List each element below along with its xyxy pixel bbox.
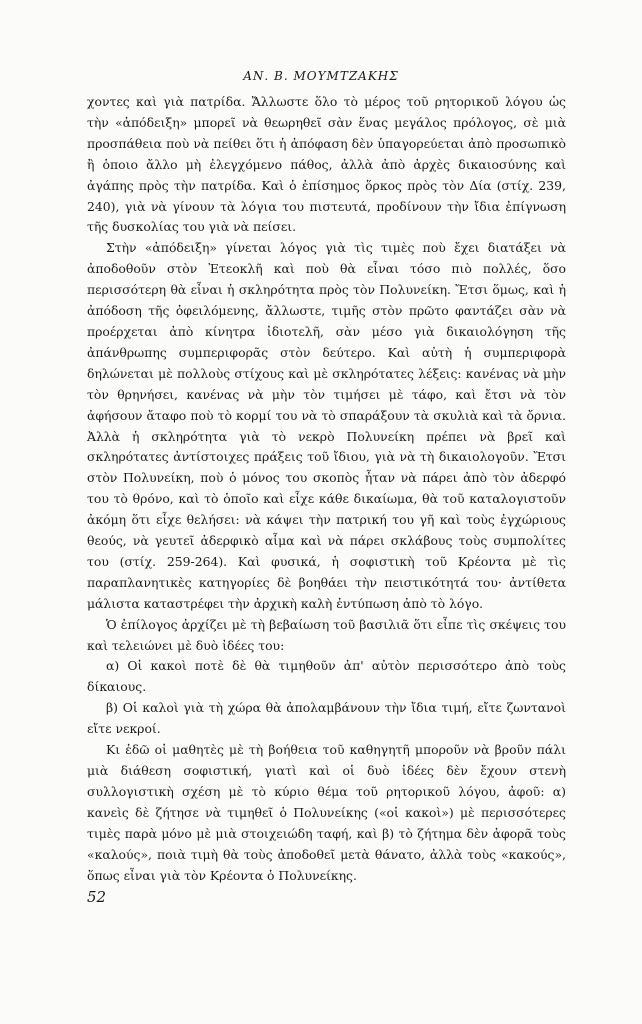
- running-header: ΑΝ. Β. ΜΟΥΜΤΖΑΚΗΣ: [243, 69, 399, 83]
- body-text: [87, 92, 566, 886]
- list-item-a: α) Οἱ κακοὶ ποτὲ δὲ θὰ τιμηθοῦν ἀπ' αὐτὸν περισσότερο ἀπὸ τοὺς δίκαιους.: [87, 658, 566, 695]
- page-number: 52: [87, 888, 107, 906]
- list-item-b: β) Οἱ καλοὶ γιὰ τὴ χώρα θὰ ἀπολαμβάνουν τὴν ἴδια τιμή, εἴτε ζωντανοὶ εἴτε νεκροί.: [87, 700, 566, 737]
- paragraph-apodeixi: Στὴν «ἀπόδειξη» γίνεται λόγος γιὰ τὶς τιμὲς ποὺ ἔχει διατάξει νὰ ἀποδοθοῦν στὸν Ἐτεοκλῆ καὶ ποὺ θὰ εἶναι τόσο πιὸ πολλές, ὅσο περισσότερη θὰ εἶναι ἡ σκληρότητα πρὸς τὸν Πολυνείκη. Ἔτσι ὅμως, καὶ ἡ ἀπόδοση τῆς ὀφειλόμενης, ἄλλωστε, τιμῆς στὸν πρῶτο φαντάζει σὰν νὰ προέρχεται ἀπὸ κίνητρα ἰδιοτελῆ, σὰν μέσο γιὰ δικαιολόγηση τῆς ἀπάνθρωπης συμπεριφορᾶς στὸν δεύτερο. Καὶ αὐτὴ ἡ συμπεριφορὰ δηλώνεται μὲ πολλοὺς στίχους καὶ μὲ σκληρότατες λέξεις: κανένας νὰ μὴν τὸν θρηνήσει, κανένας νὰ μὴν τὸν τιμήσει μὲ τάφο, καὶ ἔτσι νὰ τὸν ἀφήσουν ἄταφο ποὺ τὸ κορμί του νὰ τὸ σπαράξουν τὰ σκυλιὰ καὶ τὰ ὄρνια. Ἀλλὰ ἡ σκληρότητα γιὰ τὸ νεκρὸ Πολυνείκη πρέπει νὰ βρεῖ καὶ σκληρότατες ἀντίστοιχες πράξεις τοῦ ἴδιου, γιὰ νὰ τὴ δικαιολογοῦν. Ἔτσι στὸν Πολυνείκη, ποὺ ὁ μόνος του σκοπὸς ἦταν νὰ πάρει ἀπὸ τὸν ἀδερφό του τὸ θρόνο, καὶ τὸ ὁποῖο καὶ εἶχε κάθε δικαίωμα, θὰ τοῦ καταλογιστοῦν ἀκόμη ὅτι εἶχε θελήσει: νὰ κάψει τὴν πατρική του γῆ καὶ τοὺς ἐγχώριους θεούς, νὰ γευτεῖ ἀδερφικὸ αἷμα καὶ νὰ πάρει σκλάβους τοὺς συμπολίτες του (στίχ. 259-264). Καὶ φυσικά, ἡ σοφιστικὴ τοῦ Κρέοντα μὲ τὶς παραπλανητικὲς κατηγορίες δὲ βοηθάει τὴν πειστικότητά του· ἀντίθετα μάλιστα καταστρέφει τὴν ἀρχικὴ καλὴ ἐντύπωση ἀπὸ τὸ λόγο.: [87, 240, 566, 611]
- paragraph-conclusion: Κι ἐδῶ οἱ μαθητὲς μὲ τὴ βοήθεια τοῦ καθηγητῆ μποροῦν νὰ βροῦν πάλι μιὰ διάθεση σοφιστική, γιατὶ καὶ οἱ δυὸ ἰδέες δὲν ἔχουν στενὴ συλλογιστικὴ σχέση μὲ τὸ κύριο θέμα τοῦ ρητορικοῦ λόγου, ἀφοῦ: α) κανεὶς δὲ ζήτησε νὰ τιμηθεῖ ὁ Πολυνείκης («οἱ κακοὶ») μὲ περισσότερες τιμὲς παρὰ μόνο μὲ μιὰ στοιχειώδη ταφή, καὶ β) τὸ ζήτημα δὲν ἀφορᾶ τοὺς «καλούς», ποιὰ τιμὴ θὰ τοὺς ἀποδοθεῖ μετὰ θάνατο, ἀλλὰ τοὺς «κακούς», ὅπως εἶναι γιὰ τὸν Κρέοντα ὁ Πολυνείκης.: [87, 742, 566, 883]
- paragraph-continuation: χοντες καὶ γιὰ πατρίδα. Ἄλλωστε ὅλο τὸ μέρος τοῦ ρητορικοῦ λόγου ὡς τὴν «ἀπόδειξη» μπορεῖ νὰ θεωρηθεῖ σὰν ἕνας μεγάλος πρόλογος, σὲ μιὰ προσπάθεια ποὺ νὰ πείθει ὅτι ἡ ἀπόφαση δὲν ὑπαγορεύεται ἀπὸ προσωπικὸ ἢ ὁποιο ἄλλο μὴ ἐλεγχόμενο πάθος, ἀλλὰ ἀπὸ ἀρχὲς δικαιοσύνης καὶ ἀγάπης πρὸς τὴν πατρίδα. Καὶ ὁ ἐπίσημος ὅρκος πρὸς τὸν Δία (στίχ. 239, 240), γιὰ νὰ γίνουν τὰ λόγια του πιστευτά, προδίνουν τὴν ἴδια ἐπίγνωση τῆς δυσκολίας του γιὰ νὰ πείσει.: [87, 94, 566, 235]
- paragraph-epilogos: Ὁ ἐπίλογος ἀρχίζει μὲ τὴ βεβαίωση τοῦ βασιλιᾶ ὅτι εἶπε τὶς σκέψεις του καὶ τελειώνει μὲ δυὸ ἰδέες του:: [87, 616, 566, 653]
